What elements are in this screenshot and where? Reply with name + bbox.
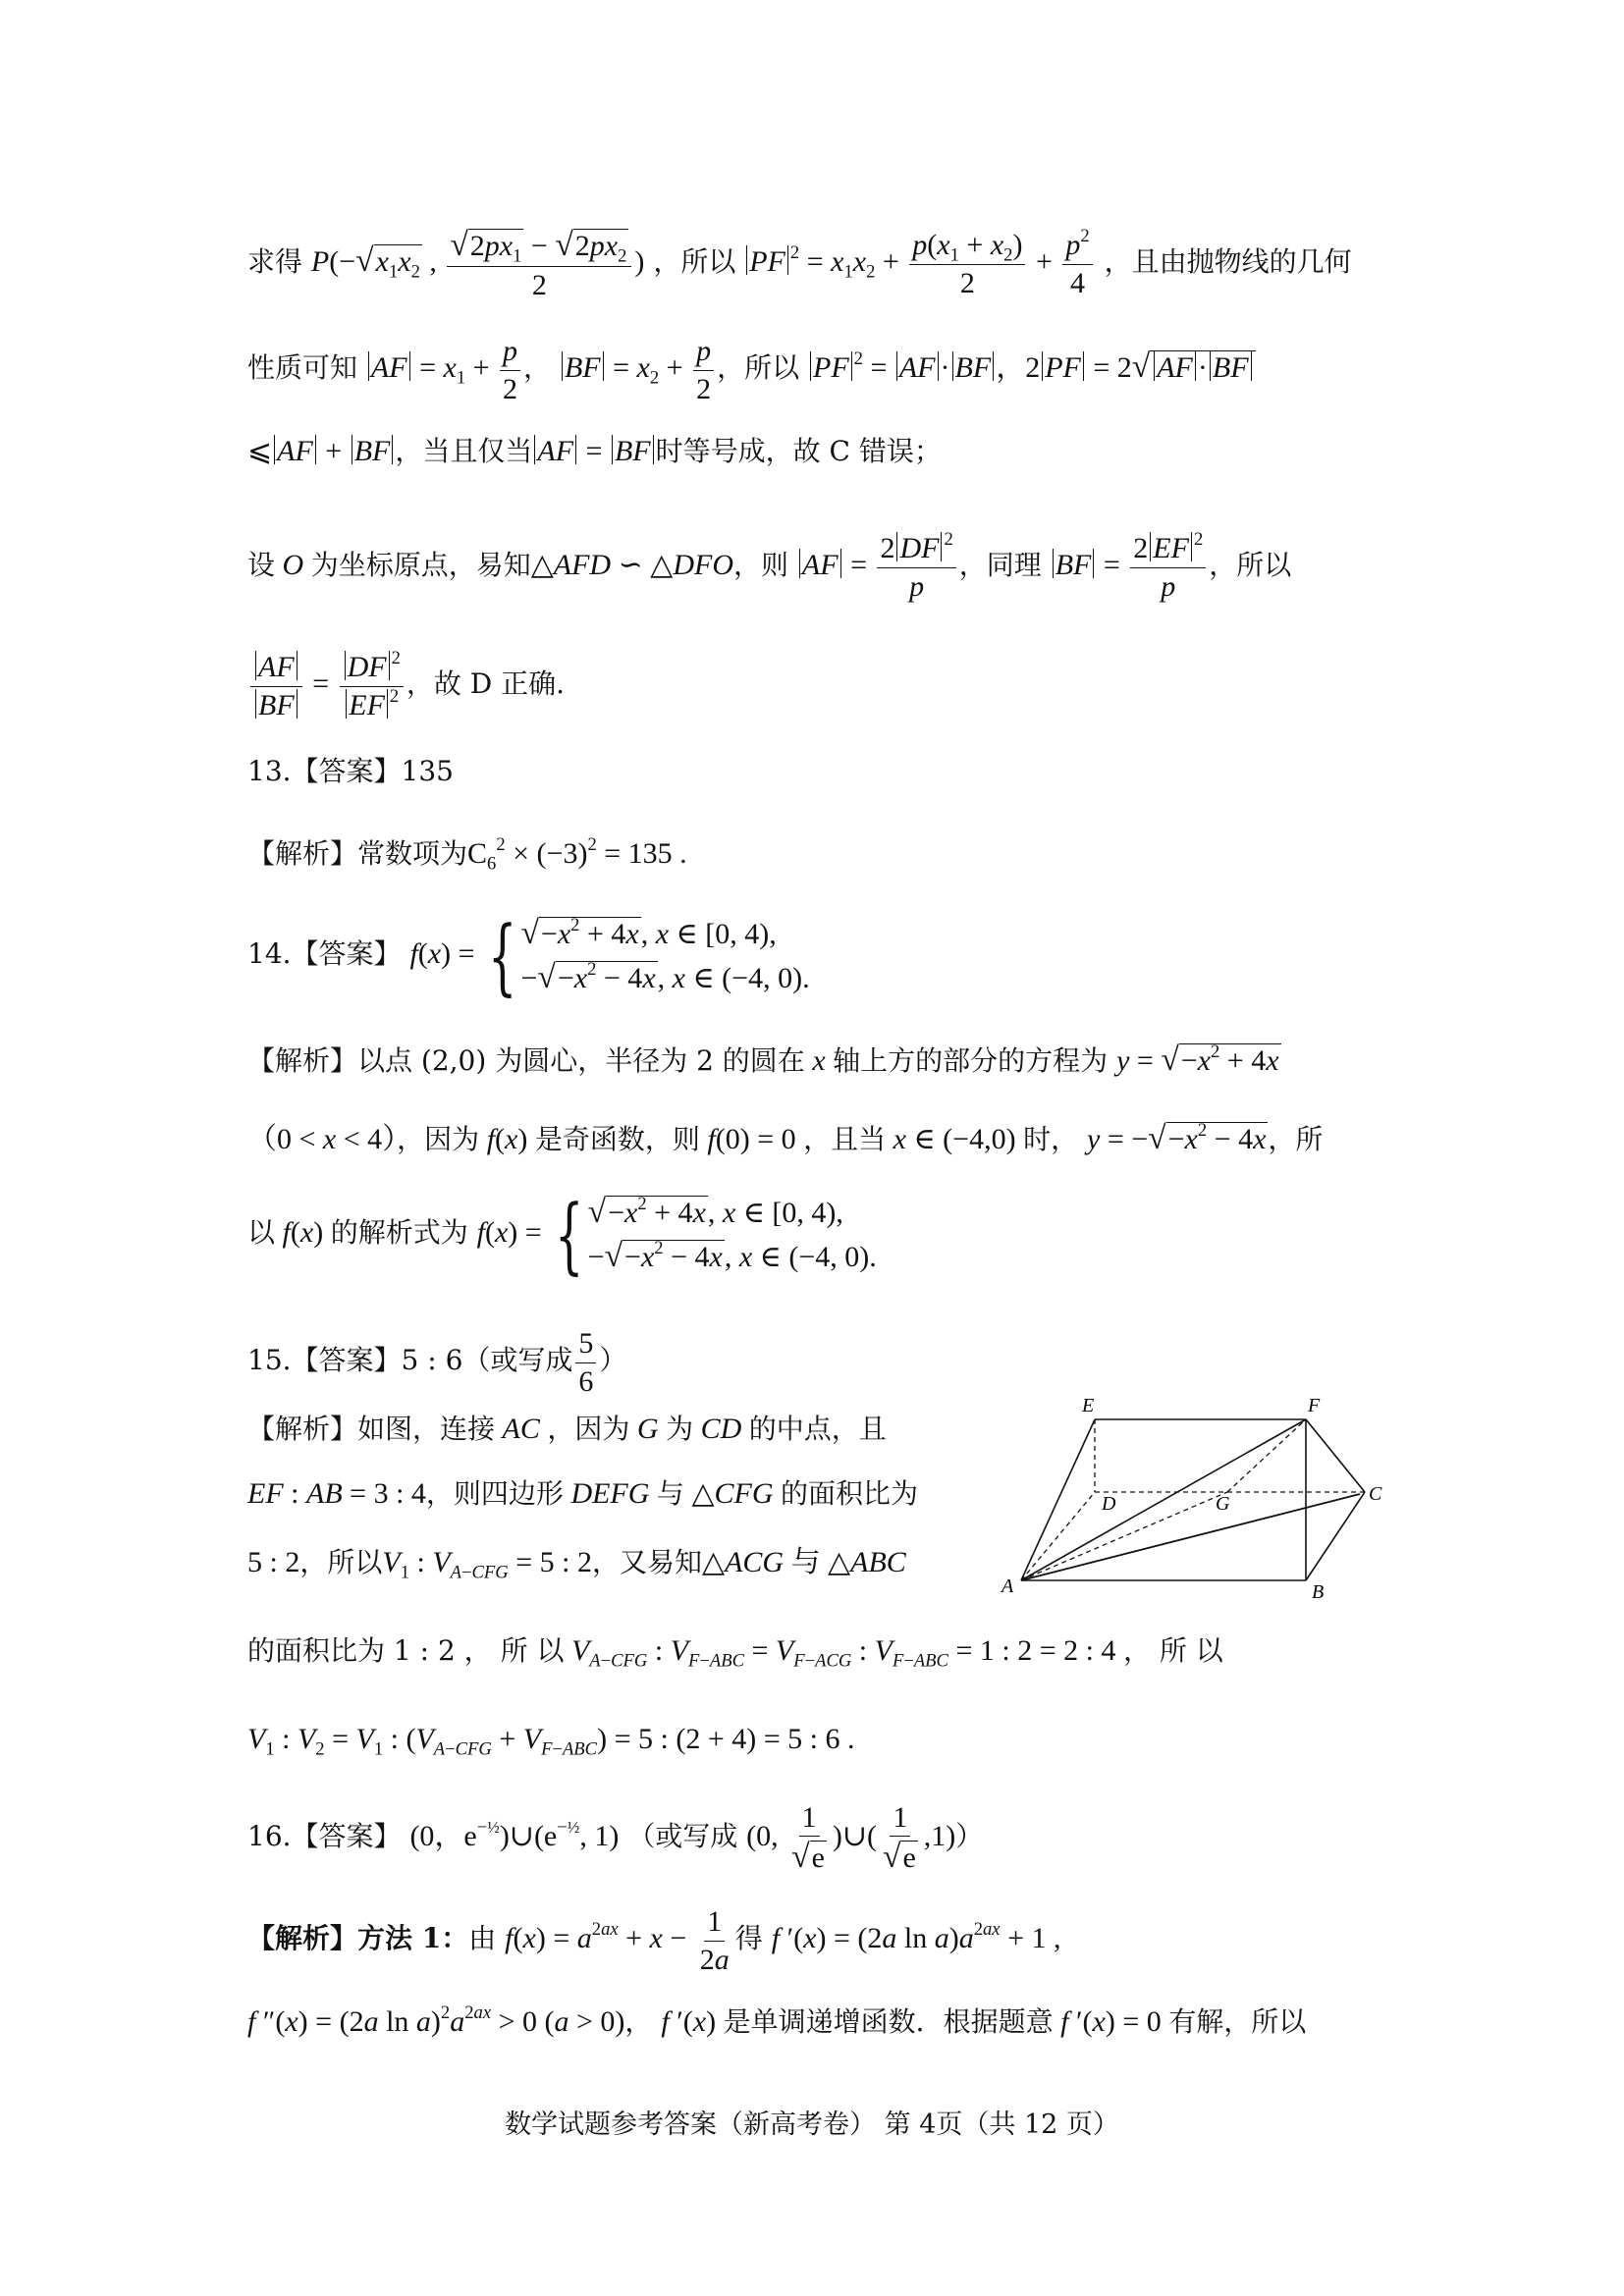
q16-analysis: 【解析】方法 1：由 $f(x) = a^{2ax} + x$ − $\frac{1}{2a}$ 得 f ′(x) = (2a $\ln a)a^{2ax} + 1$ ,: [247, 1905, 1061, 1976]
text-line: 性质可知 AF = $x_1$ + $\frac{p}{2}$ ， BF = $x_2$ + $\frac{p}{2}$ ，所以 PF $^2$ = AF · BF ，2 PF = 2√ AF · BF: [247, 328, 1388, 406]
q13-analysis: 【解析】常数项为$C_6^2 \times (-3)^2 = 135$ .: [247, 833, 687, 875]
q14-answer: 14.【答案】 f(x) = { $√-x^2 + 4x$, x ∈ [0, 4), $-√-x^2 - 4x$, x ∈ (−4, 0).: [247, 907, 810, 1004]
q15-answer: 15.【答案】5 : 6（或写成 $\frac{5}{6}$ ）: [247, 1327, 627, 1398]
q15-analysis: 【解析】如图，连接 AC ，因为 G 为 CD 的中点，且: [247, 1413, 887, 1445]
vertex-label-a: A: [1001, 1575, 1014, 1597]
q13-answer: 13.【答案】135: [247, 755, 454, 787]
q15-analysis: 5 : 2，所以$V_1$ : $V_{A-CFG} = 5$ : 2，又易知△ACG 与 △ABC: [247, 1546, 906, 1583]
q16-answer: 16.【答案】 (0，$e^{-\frac{1}{2}})\cup(e^{-\frac{1}{2}}$, 1) （或写成 (0, $\frac{1}{√e}$ )∪( $\frac{1}{√e}$ ,1)）: [247, 1800, 984, 1876]
q15-analysis: 的面积比为 1 : 2 ， 所 以 $V_{A-CFG}$ : $V_{F-ABC} = V_{F-ACG}$ : $V_{F-ABC} = 1$ : 2 = 2 : 4 ， 所 以: [247, 1634, 1223, 1672]
vertex-label-e: E: [1082, 1395, 1095, 1416]
vertex-label-c: C: [1369, 1483, 1382, 1505]
q14-analysis: （0 < x < 4），因为 f(x) 是奇函数，则 f(0) = 0 ，且当 x ∈ (−4,0) 时， $y = -√-x^2 - 4x$，所: [247, 1119, 1324, 1156]
vertex-label-b: B: [1312, 1581, 1325, 1603]
q14-analysis: 【解析】以点 (2,0) 为圆心，半径为 2 的圆在 x 轴上方的部分的方程为 $y = √-x^2 + 4x$: [247, 1041, 1279, 1078]
text-line: 求得 $P(-√x_1x_2$ , $\frac{√2px_1 - √2px_2}{2}$ ) ，所以 PF $^2 = x_1x_2$ + $\frac{p(x_1 + x_2)}{2}$ + $\frac{p^2}{4}$ ，且由抛物线的几何: [247, 226, 1352, 301]
page-footer: 数学试题参考答案（新高考卷） 第 4页（共 12 页）: [505, 2109, 1119, 2140]
text-line: 设 O 为坐标原点，易知△AFD ∽ △DFO，则 AF = $\frac{2 DF ^2}{p}$ ，同理 BF = $\frac{2 EF ^2}{p}$ ，所以: [247, 529, 1292, 603]
q16-analysis: f ″(x) = (2a $\ln a)^2a^{2ax} > 0$ (a > 0)， f ′(x) 是单调递增函数．根据题意 f ′(x) = 0 有解，所以: [247, 2002, 1307, 2038]
geometry-figure: [992, 1384, 1404, 1610]
vertex-label-d: D: [1102, 1493, 1116, 1515]
vertex-label-f: F: [1308, 1395, 1321, 1416]
q15-analysis: EF : AB = 3 : 4，则四边形 DEFG 与 △CFG 的面积比为: [247, 1477, 919, 1510]
vertex-label-g: G: [1216, 1493, 1230, 1515]
q15-analysis: $V_1$ : $V_2 = V_1$ : $(V_{A-CFG} + V_{F-ABC}) = 5$ : (2 + 4) = 5 : 6 .: [247, 1723, 855, 1760]
q14-analysis: 以 f(x) 的解析式为 f(x) = { $√-x^2 + 4x$, x ∈ [0, 4), $-√-x^2 - 4x$, x ∈ (−4, 0).: [247, 1186, 877, 1283]
text-line: $\frac{AF}{BF}$ = $\frac{DF ^2}{EF ^2}$ ，故 D 正确.: [247, 640, 1388, 728]
text-line: ⩽ AF + BF ，当且仅当 AF = BF 时等号成，故 C 错误；: [247, 435, 942, 467]
